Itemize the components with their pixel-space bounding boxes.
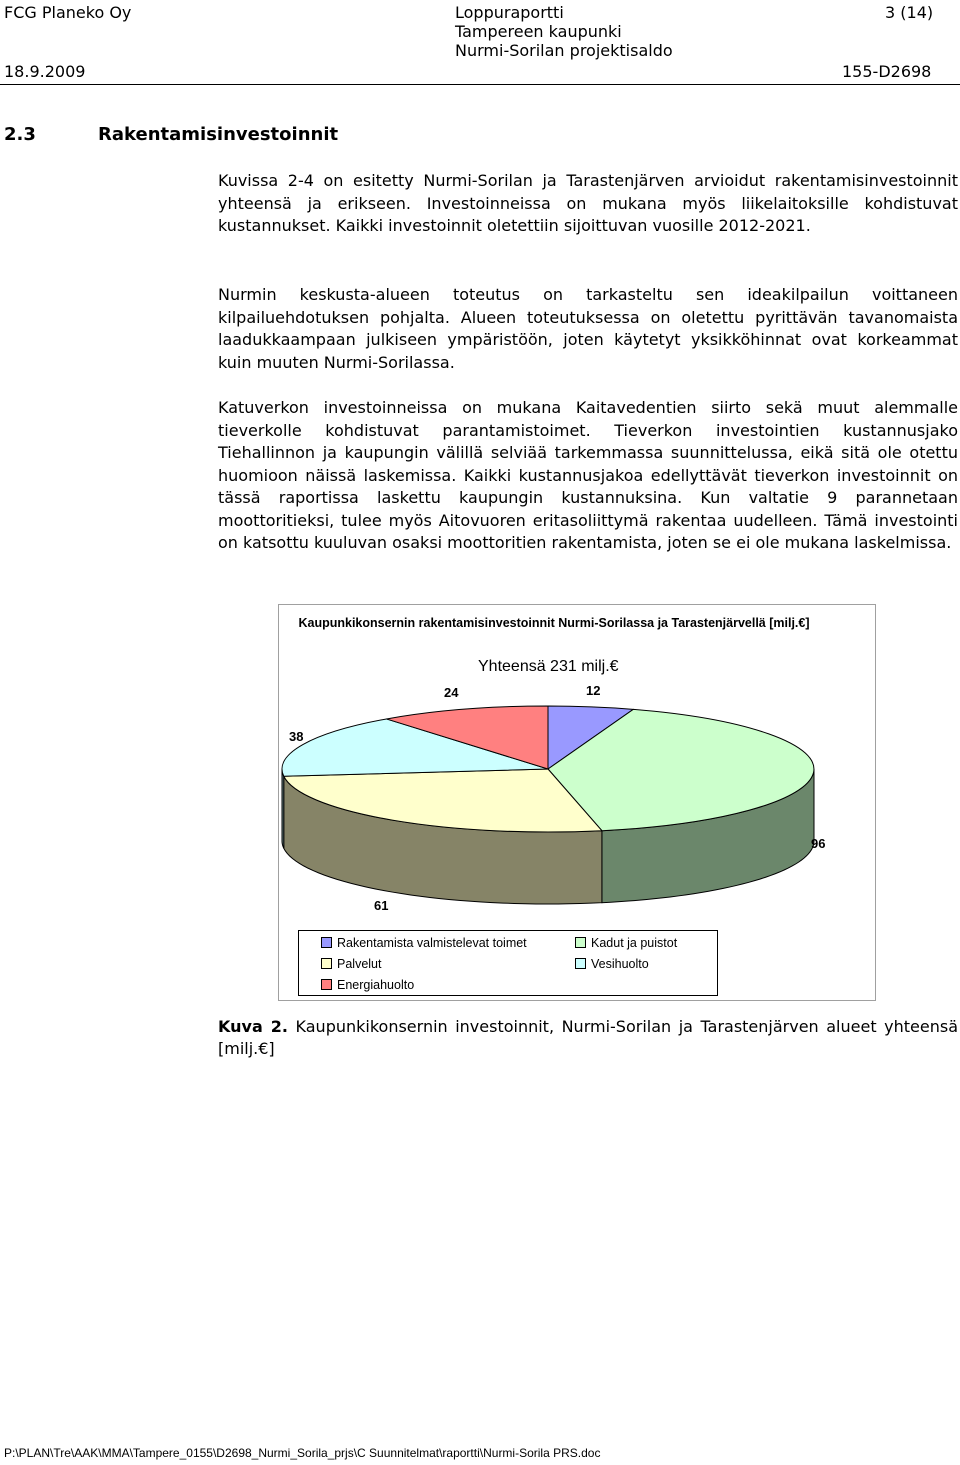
section-title: Rakentamisinvestoinnit: [98, 124, 339, 145]
chart-legend: [298, 930, 718, 996]
legend-label: Rakentamista valmistelevat toimet: [337, 936, 527, 950]
legend-swatch: [575, 958, 586, 969]
legend-label: Vesihuolto: [591, 957, 649, 971]
section-number: 2.3: [4, 124, 36, 145]
legend-swatch: [321, 958, 332, 969]
chart-title: Kaupunkikonsernin rakentamisinvestoinnit Nurmi-Sorilassa ja Tarastenjärvellä [milj.€]: [298, 616, 810, 630]
figure-caption: [218, 1016, 958, 1060]
pie-label-rakentamista: 12: [586, 683, 601, 698]
legend-label: Palvelut: [337, 957, 382, 971]
legend-item-vesihuolto: [575, 957, 649, 971]
legend-swatch: [575, 937, 586, 948]
legend-item-kadut: [575, 936, 677, 950]
legend-item-energiahuolto: [321, 978, 414, 992]
document-type: Loppuraportti: [455, 3, 564, 22]
caption-text: Kaupunkikonsernin investoinnit, Nurmi-Sorilan ja Tarastenjärven alueet yhteensä [milj.€]: [218, 1017, 958, 1058]
chart-total-label: Yhteensä 231 milj.€: [478, 658, 619, 675]
pie-label-palvelut: 61: [374, 898, 389, 913]
legend-label: Kadut ja puistot: [591, 936, 678, 950]
pie-tops: [282, 706, 814, 832]
document-code: 155-D2698: [842, 62, 932, 81]
paragraph-3: Katuverkon investoinneissa on mukana Kaitavedentien siirto sekä muut alemmalle tieverkolle kohdistuvat parantamistoimet. Tieverkon investointien kustannusjako Tiehallinnon ja kaupungin välillä selviää tarkemmassa suunnittelussa, eikä sitä ole otettu huomioon näissä laskemissa. Kaikki kustannusjakoa edellyttävät tieverkon investoinnit on tässä raportissa laskettu kaupungin kustannuksina. Kun valtatie 9 parannetaan moottoritieksi, tulee myös Aitovuoren eritasoliittymä rakentaa uudelleen. Tämä investointi on katsottu kuuluvan osaksi moottoritien rakentamista, joten se ei ole mukana laskelmissa.: [218, 398, 958, 552]
company-name: FCG Planeko Oy: [4, 3, 132, 22]
caption-label: Kuva 2.: [218, 1017, 288, 1036]
legend-label: Energiahuolto: [337, 978, 415, 992]
legend-item-rakentamista: [321, 936, 527, 950]
legend-swatch: [321, 979, 332, 990]
paragraph-2: Nurmin keskusta-alueen toteutus on tarkasteltu sen ideakilpailun voittaneen kilpailuehdotuksen pohjalta. Alueen toteutuksessa on oletettu pyrittävän tavanomaista laadukkaampaan julkiseen ympäristöön, joten käytetyt yksikköhinnat ovat korkeammat kuin muuten Nurmi-Sorilassa.: [218, 285, 958, 372]
file-path: P:\PLAN\Tre\AAK\MMA\Tampere_0155\D2698_Nurmi_Sorila_prjs\C Suunnitelmat\raportti\Nurmi-Sorila PRS.doc: [4, 1446, 601, 1460]
document-date: 18.9.2009: [4, 62, 86, 81]
pie-label-vesihuolto: 38: [289, 729, 304, 744]
client-name: Tampereen kaupunki: [455, 22, 622, 41]
pie-side-vesihuolto: [282, 769, 284, 848]
legend-swatch: [321, 937, 332, 948]
pie-label-energiahuolto: 24: [444, 685, 459, 700]
project-name: Nurmi-Sorilan projektisaldo: [455, 41, 673, 60]
paragraph-1: Kuvissa 2-4 on esitetty Nurmi-Sorilan ja Tarastenjärven arvioidut rakentamisinvestoinnit yhteensä ja erikseen. Investoinneissa on mukana myös liikelaitoksille kohdistuvat kustannukset. Kaikki investoinnit oletettiin sijoittuvan vuosille 2012-2021.: [218, 171, 958, 235]
page-number: 3 (14): [885, 3, 934, 22]
pie-label-kadut: 96: [811, 836, 826, 851]
legend-item-palvelut: [321, 957, 381, 971]
